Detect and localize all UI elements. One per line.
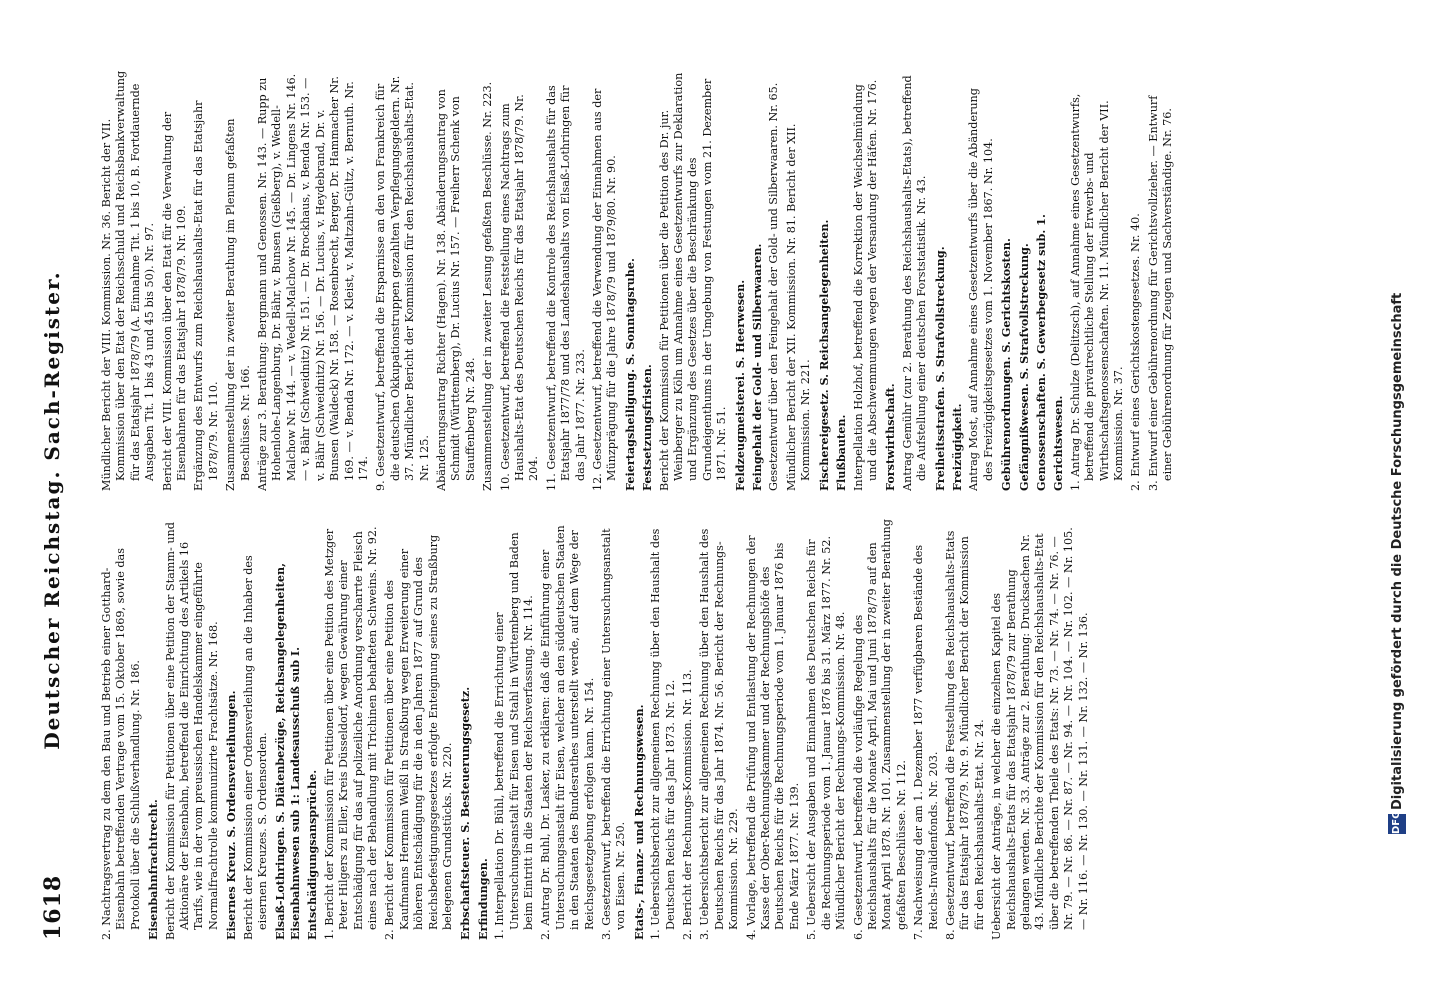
- page-number: 1618: [40, 874, 66, 940]
- index-entry: 1. Bericht der Kommission für Petitionen über eine Petition des Metzger Peter Hilgers zu Eller, Kreis Düsseldorf, wegen Gewährung einer Entschädigung für das auf polizeiliche Anordnung verscharrte Fleisch eines nach der Behandlung mit Trichinen behafteten Schweins. Nr. 92.: [322, 526, 379, 940]
- footer-text: Digitalisierung gefördert durch die Deutsche Forschungsgemeinschaft: [1390, 292, 1405, 810]
- index-entry: Bericht der Kommission für Petitionen über die Petition des Dr. jur. Weinberger zu Köln um Annahme eines Gesetzentwurfs zur Deklaration und Ergänzung des Gesetzes über die Beschränkung des Grundeigenthums in der Umgebung von Festungen vom 21. Dezember 1871. Nr. 51.: [657, 72, 729, 491]
- index-heading: Feiertagsheiligung. S. Sonntagsruhe.: [622, 258, 637, 491]
- index-heading: Gefängnißwesen. S. Strafvollstreckung.: [1016, 243, 1031, 491]
- left-column: [100, 519, 1310, 940]
- index-entry: 1. Antrag Dr. Schulze (Delitzsch), auf Annahme eines Gesetzentwurfs, betreffend die privatrechtliche Stellung der Erwerbs- und Wirthschaftsgenossenschaften. Nr. 11. Mündlicher Bericht der VII. Kommission. Nr. 37.: [1068, 93, 1125, 491]
- index-entry: Mündlicher Bericht der VIII. Kommission. Nr. 36. Bericht der VII. Kommission über den Etat der Reichsschuld und Reichsbankverwaltung für das Etatsjahr 1878/79 (A. Einnahme Tit. 1 bis 10, B. Fortdauernde Ausgaben Tit. 1 bis 43 und 45 bis 50). Nr. 97.: [100, 70, 157, 491]
- index-entry: 8. Gesetzentwurf, betreffend die Feststellung des Reichshaushalts-Etats für das Etatsjahr 1878/79. Nr. 9. Mündlicher Bericht der Kommission für den Reichshaushalts-Etat. Nr. 24.: [943, 530, 986, 940]
- index-entry: 9. Gesetzentwurf, betreffend die Ersparnisse an den von Frankreich für die deutschen Okkupationstruppen gezahlten Verpflegungsgeldern. Nr. 37. Mündlicher Bericht der Kommission für den Reichshaushalts-Etat. Nr. 125.: [374, 75, 431, 491]
- index-heading: Erbschaftsteuer. S. Besteuerungsgesetz.: [458, 686, 473, 940]
- index-heading: Freizügigkeit.: [949, 403, 964, 491]
- page-header: [40, 80, 80, 940]
- index-entry: Anträge zur 3. Berathung: Bergmann und Genossen. Nr. 143. — Rupp zu Hohenlohe-Langenburg, Dr. Bähr, v. Bunsen (Gießberg), v. Wedell-Malchow Nr. 144. — v. Wedell-Malchow Nr. 145. — Dr. Lingens Nr. 146. — v. Bähr (Schweidnitz) Nr. 151. — Dr. Brockhaus, v. Benda Nr. 153. — v. Bähr (Schweidnitz) Nr. 156. — Dr. Lucius, v. Heydebrand, Dr. v. Bunsen (Waldeck) Nr. 158. — Rosenbrecht, Berger, Dr. Hammacher Nr. 169. — v. Benda Nr. 172. — v. Kleist, v. Maltzahn-Gültz, v. Bernuth. Nr. 174.: [256, 73, 370, 491]
- index-heading: Feldzeugmeisterei. S. Heerwesen.: [732, 279, 747, 491]
- index-heading: Erfindungen.: [475, 858, 490, 940]
- index-heading: Elsaß-Lothringen. S. Diätenbezüge, Reichsangelegenheiten, Eisenbahnwesen sub 1: Landesausschuß sub I.: [273, 563, 302, 940]
- index-entry: Bericht der Kommission für Petitionen über eine Petition der Stamm- und Aktionäre der Eisenbahn, betreffend die Einrichtung des Artikels 16 Tarifs, wie in der vom preussischen Handelskammer eingeführte Normalfrachtrolle kommunizirte Frachtsätze. Nr. 168.: [163, 522, 220, 940]
- dfg-logo: DFG: [1388, 814, 1406, 834]
- index-heading: Etats-, Finanz- und Rechnungswesen.: [631, 704, 646, 940]
- index-entry: 3. Uebersichtsbericht zur allgemeinen Rechnung über den Haushalt des Deutschen Reichs für das Jahr 1874. Nr. 56. Bericht der Rechnungs-Kommission. Nr. 229.: [698, 528, 741, 940]
- index-heading: Genossenschaften. S. Gewerbegesetz sub. 1.: [1033, 214, 1048, 491]
- index-heading: Gerichtswesen.: [1051, 395, 1066, 491]
- index-heading: Festsetzungsfristen.: [640, 364, 655, 491]
- index-entry: Mündlicher Bericht der XII. Kommission. Nr. 81. Bericht der XII. Kommission. Nr. 221.: [784, 123, 813, 491]
- index-heading: Flußbauten.: [834, 414, 849, 491]
- index-entry: 2. Antrag Dr. Buhl, Dr. Lasker, zu erklären: daß die Einführung einer Untersuchungsanstalt für Eisen, welcher an den süddeutschen Staaten in den Staaten des Bundesrathes unterstellt werde, auf dem Wege der Reichsgesetzgebung erfolgen kann. Nr. 154.: [539, 525, 596, 940]
- index-entry: 7. Nachweisung der am 1. Dezember 1877 verfügbaren Bestände des Reichs-Invalidenfonds. Nr. 203.: [912, 544, 940, 940]
- index-entry: Ergänzung des Entwurfs zum Reichshaushalts-Etat für das Etatsjahr 1878/79. Nr. 110.: [192, 100, 220, 491]
- index-heading: Freiheitsstrafen. S. Strafvollstreckung.: [932, 246, 947, 491]
- index-entry: 1. Uebersichtsbericht zur allgemeinen Rechnung über den Haushalt des Deutschen Reichs für das Jahr 1873. Nr. 12.: [649, 528, 677, 940]
- index-entry: Bericht der VIII. Kommission über den Etat für die Verwaltung der Eisenbahnen für das Etatsjahr 1878/79. Nr. 109.: [160, 111, 189, 491]
- index-entry: Uebersicht der Anträge, in welcher die einzelnen Kapitel des Reichshaushalts-Etats für das Etatsjahr 1878/79 zur Berathung gelangen werden. Nr. 33. Anträge zur 2. Berathung: Drucksachen Nr. 43. Mündliche Berichte der Kommission für den Reichshaushalts-Etat über die betreffenden Theile des Etats: Nr. 73. — Nr. 74. — Nr. 76. — Nr. 79. — Nr. 86. — Nr. 87. — Nr. 94. — Nr. 104. — Nr. 102. — Nr. 105. — Nr. 116. — Nr. 130. — Nr. 131. — Nr. 132. — Nr. 136.: [990, 527, 1090, 940]
- right-column: [100, 70, 1310, 491]
- index-entry: Antrag Most, auf Annahme eines Gesetzentwurfs über die Abänderung des Freizügigkeitsgesetzes vom 1. November 1867. Nr. 104.: [967, 88, 995, 491]
- running-head: Deutscher Reichstag. Sach-Register.: [40, 270, 64, 750]
- index-entry: Bericht der Kommission einer Ordensverleihung an die Inhaber des eisernen Kreuzes. S. Ordensorden.: [241, 555, 270, 940]
- index-entry: 6. Gesetzentwurf, betreffend die vorläufige Regelung des Reichshaushalts für die Monate April, Mai und Juni 1878/79 auf den Monat April 1878. Nr. 101. Zusammenstellung der in zweiter Berathung gefaßten Beschlüsse. Nr. 112.: [851, 519, 908, 940]
- index-heading: Forstwirthschaft.: [883, 383, 898, 491]
- index-heading: Eisenbahnfrachtrecht.: [146, 799, 161, 940]
- index-entry: 11. Gesetzentwurf, betreffend die Kontrole des Reichshaushalts für das Etatsjahr 1877/78 und des Landeshaushalts von Elsaß-Lothringen für das Jahr 1877. Nr. 233.: [544, 85, 587, 491]
- digitization-footer: [1380, 0, 1420, 1000]
- index-entry: 12. Gesetzentwurf, betreffend die Verwendung der Einnahmen aus der Münzprägung für die Jahre 1878/79 und 1879/80. Nr. 90.: [591, 88, 619, 491]
- index-entry: 10. Gesetzentwurf, betreffend die Feststellung eines Nachtrags zum Haushalts-Etat des Deutschen Reichs für das Etatsjahr 1878/79. Nr. 204.: [498, 94, 541, 491]
- index-entry: 3. Gesetzentwurf, betreffend die Errichtung einer Untersuchungsanstalt von Eisen. Nr. 250.: [600, 528, 628, 940]
- index-entry: 1. Interpellation Dr. Bühl, betreffend die Errichtung einer Untersuchungsanstalt für Eisen und Stahl in Württemberg und Baden beim Eintritt in die Staaten der Reichsverfassung. Nr. 114.: [493, 532, 535, 940]
- index-heading: Fischereigesetz. S. Reichsangelegenheiten.: [816, 219, 831, 491]
- index-entry: 2. Nachtragsvertrag zu dem den Bau und Betrieb einer Gotthard-Eisenbahn betreffenden Vertrage vom 15. Oktober 1869, sowie das Protokoll über die Schlußverhandlung. Nr. 186.: [100, 548, 142, 940]
- index-entry: Interpellation Holzhof, betreffend die Korrektion der Weichselmündung und die Abschwemmungen wegen der Versandung der Häfen. Nr. 176.: [851, 79, 879, 491]
- index-heading: Entschädigungsansprüche.: [305, 769, 320, 940]
- index-heading: Eisernes Kreuz. S. Ordensverleihungen.: [224, 690, 239, 940]
- index-entry: Gesetzentwurf über den Feingehalt der Gold- und Silberwaaren. Nr. 65.: [767, 82, 781, 491]
- index-entry: 2. Bericht der Rechnungs-Kommission. Nr. 113.: [681, 669, 695, 940]
- index-entry: 5. Uebersicht der Ausgaben und Einnahmen des Deutschen Reichs für die Rechnungsperiode vom 1. Januar 1876 bis 31. März 1877. Nr. 52. Mündlicher Bericht der Rechnungs-Kommission. Nr. 48.: [805, 535, 848, 940]
- index-entry: Antrag Gemühr (zur 2. Berathung des Reichshaushalts-Etats), betreffend die Aufstellung einer deutschen Forststatistik. Nr. 43.: [900, 75, 929, 491]
- index-entry: Zusammenstellung der in zweiter Lesung gefaßten Beschlüsse. Nr. 223.: [481, 81, 495, 491]
- index-entry: Zusammenstellung der in zweiter Berathung im Plenum gefaßten Beschlüsse. Nr. 166.: [224, 118, 252, 491]
- index-heading: Feingehalt der Gold- und Silberwaaren.: [750, 243, 765, 491]
- index-heading: Gebührenordnungen. S. Gerichtskosten.: [999, 238, 1014, 491]
- index-entry: Abänderungsantrag Richter (Hagen). Nr. 138. Abänderungsantrag von Schmidt (Württemberg), Dr. Lucius Nr. 157. — Freiherr Schenk von Stauffenberg Nr. 248.: [434, 89, 477, 491]
- index-entry: 2. Entwurf eines Gerichtskostengesetzes. Nr. 40.: [1129, 213, 1143, 491]
- index-entry: 4. Vorlage, betreffend die Prüfung und Entlastung der Rechnungen der Kasse der Ober-Rechnungskammer und der Rechnungshöfe des Deutschen Reichs für die Rechnungsperiode vom 1. Januar 1876 bis Ende März 1877. Nr. 139.: [744, 535, 801, 940]
- text-columns: [100, 70, 1310, 940]
- index-entry: 3. Entwurf einer Gebührenordnung für Gerichtsvollzieher. — Entwurf einer Gebührenordnung für Zeugen und Sachverständige. Nr. 76.: [1146, 95, 1175, 491]
- index-entry: 2. Bericht der Kommission für Petitionen über eine Petition des Kaufmanns Hermann Weißl in Straßburg wegen Erweiterung einer höheren Entschädigung für die in den Jahren 1877 auf Grund des Reichsbefestigungsgesetzes erfolgte Enteignung seines zu Straßburg belegenen Grundstücks. Nr. 220.: [383, 534, 454, 940]
